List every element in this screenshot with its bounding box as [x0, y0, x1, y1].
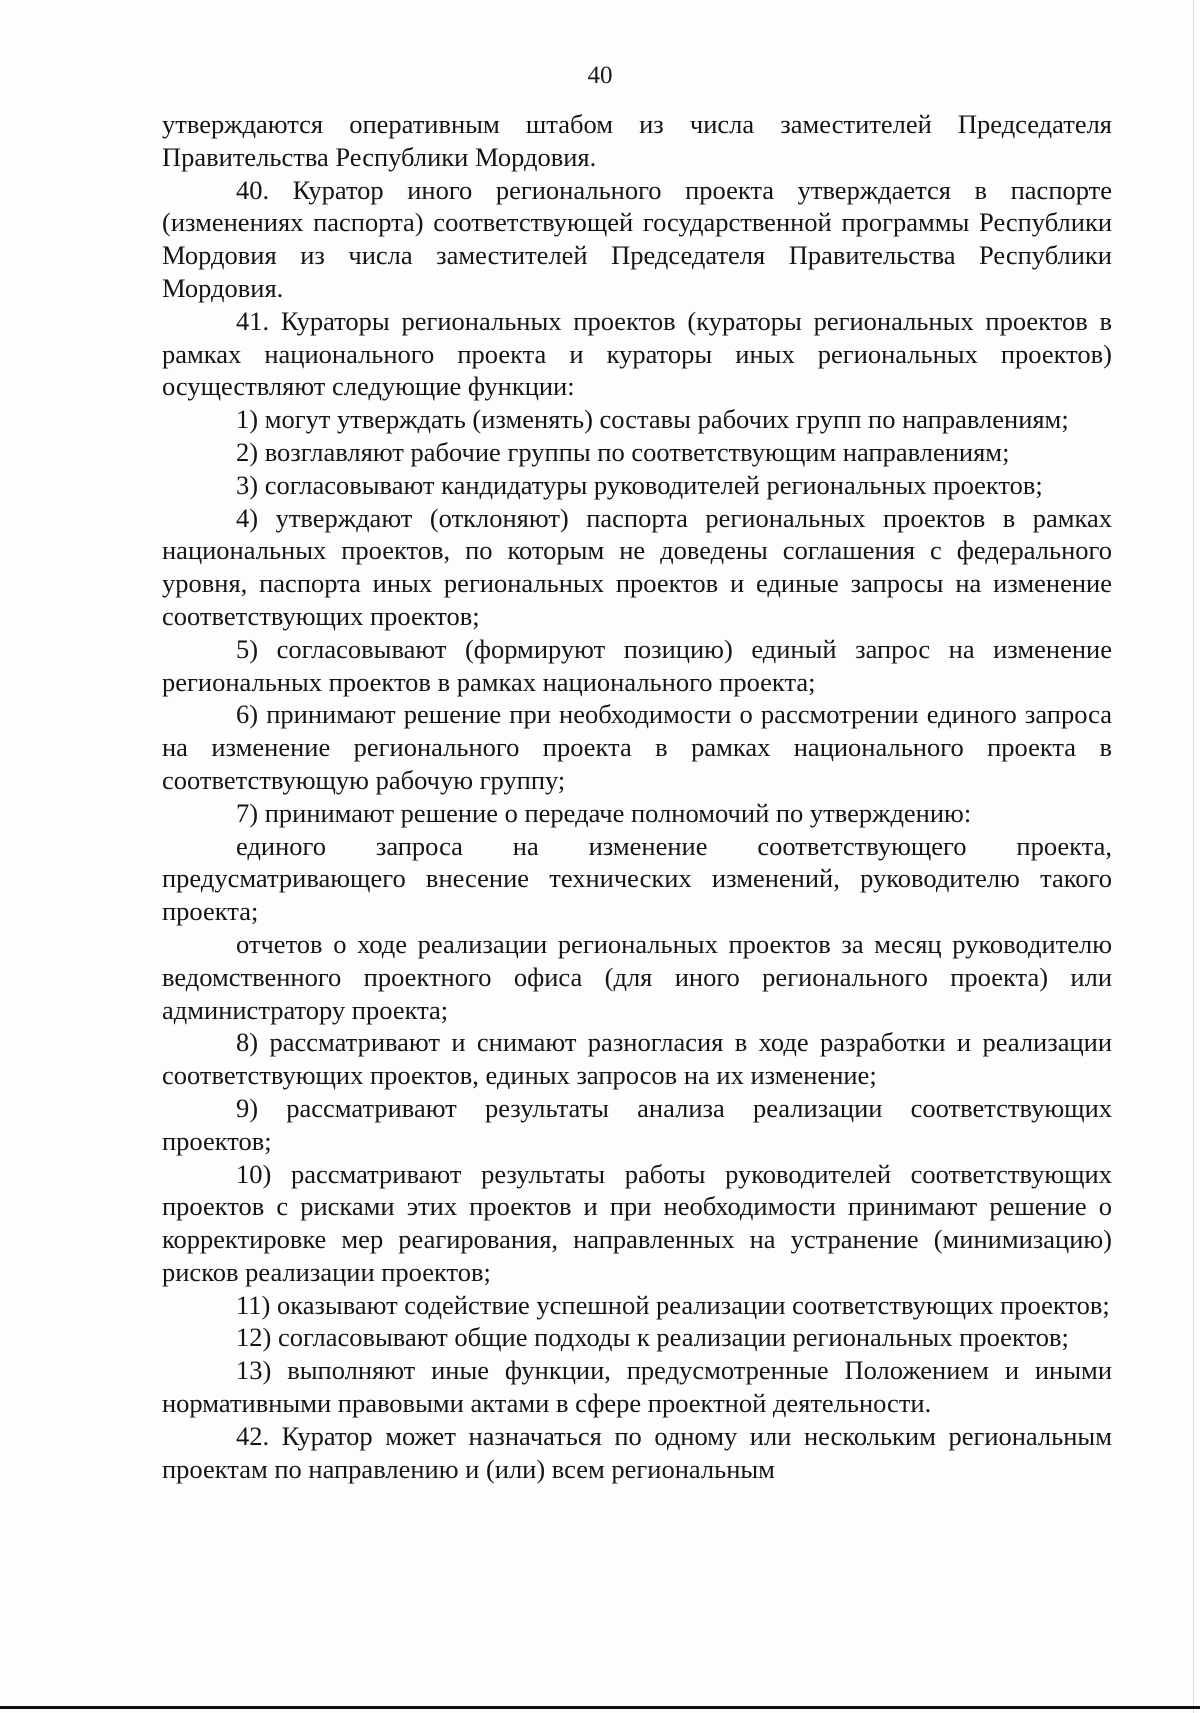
- list-item-5: 5) согласовывают (формируют позицию) единый запрос на изменение региональных проектов в рамках национального проекта;: [162, 633, 1112, 697]
- list-item-12: 12) согласовывают общие подходы к реализации региональных проектов;: [236, 1322, 1069, 1353]
- list-item-9: 9) рассматривают результаты анализа реализации соответствующих проектов;: [162, 1092, 1112, 1156]
- paragraph-item-41: 41. Кураторы региональных проектов (кураторы региональных проектов в рамках национального проекта и кураторы иных региональных проектов) осуществляют следующие функции:: [162, 305, 1112, 402]
- scan-edge-line: [1193, 0, 1194, 1713]
- list-item-8: 8) рассматривают и снимают разногласия в ходе разработки и реализации соответствующих проектов, единых запросов на их изменение;: [162, 1027, 1112, 1091]
- list-item-6: 6) принимают решение при необходимости о рассмотрении единого запроса на изменение регионального проекта в рамках национального проекта в соответствующую рабочую группу;: [162, 699, 1112, 795]
- paragraph-continuation: утверждаются оперативным штабом из числа заместителей Председателя Правительства Республики Мордовия.: [162, 109, 1112, 172]
- list-item-11: 11) оказывают содействие успешной реализации соответствующих проектов;: [236, 1289, 1110, 1320]
- list-item-3: 3) согласовывают кандидатуры руководителей региональных проектов;: [236, 469, 1043, 500]
- page-number: 40: [587, 62, 613, 89]
- list-item-10: 10) рассматривают результаты работы руководителей соответствующих проектов с рисками этих проектов и при необходимости принимают решение о корректировке мер реагирования, направленных на устранение (минимизацию) рисков реализации проектов;: [162, 1158, 1112, 1287]
- document-body: [162, 108, 1112, 1485]
- list-item-4: 4) утверждают (отклоняют) паспорта региональных проектов в рамках национальных проектов, по которым не доведены соглашения с федерального уровня, паспорта иных региональных проектов и единые запросы на изменение соответствующих проектов;: [162, 502, 1112, 631]
- list-item-13: 13) выполняют иные функции, предусмотренные Положением и иными нормативными правовыми актами в сфере проектной деятельности.: [162, 1355, 1112, 1419]
- list-item-7-subitem-2: отчетов о ходе реализации региональных проектов за месяц руководителю ведомственного проектного офиса (для иного регионального проекта) или администратору проекта;: [162, 928, 1112, 1025]
- scan-bottom-border: [0, 1706, 1200, 1709]
- paragraph-item-40: 40. Куратор иного регионального проекта утверждается в паспорте (изменениях паспорта) соответствующей государственной программы Республики Мордовия из числа заместителей Председателя Правительства Республики Мордовия.: [162, 174, 1112, 303]
- list-item-2: 2) возглавляют рабочие группы по соответствующим направлениям;: [236, 436, 1010, 467]
- list-item-7-subitem-1: единого запроса на изменение соответствующего проекта, предусматривающего внесение технических изменений, руководителю такого проекта;: [162, 830, 1112, 927]
- paragraph-item-42: 42. Куратор может назначаться по одному или нескольким региональным проектам по направлению и (или) всем региональным: [162, 1420, 1112, 1484]
- list-item-1: 1) могут утверждать (изменять) составы рабочих групп по направлениям;: [236, 404, 1069, 435]
- list-item-7: 7) принимают решение о передаче полномочий по утверждению:: [236, 797, 972, 828]
